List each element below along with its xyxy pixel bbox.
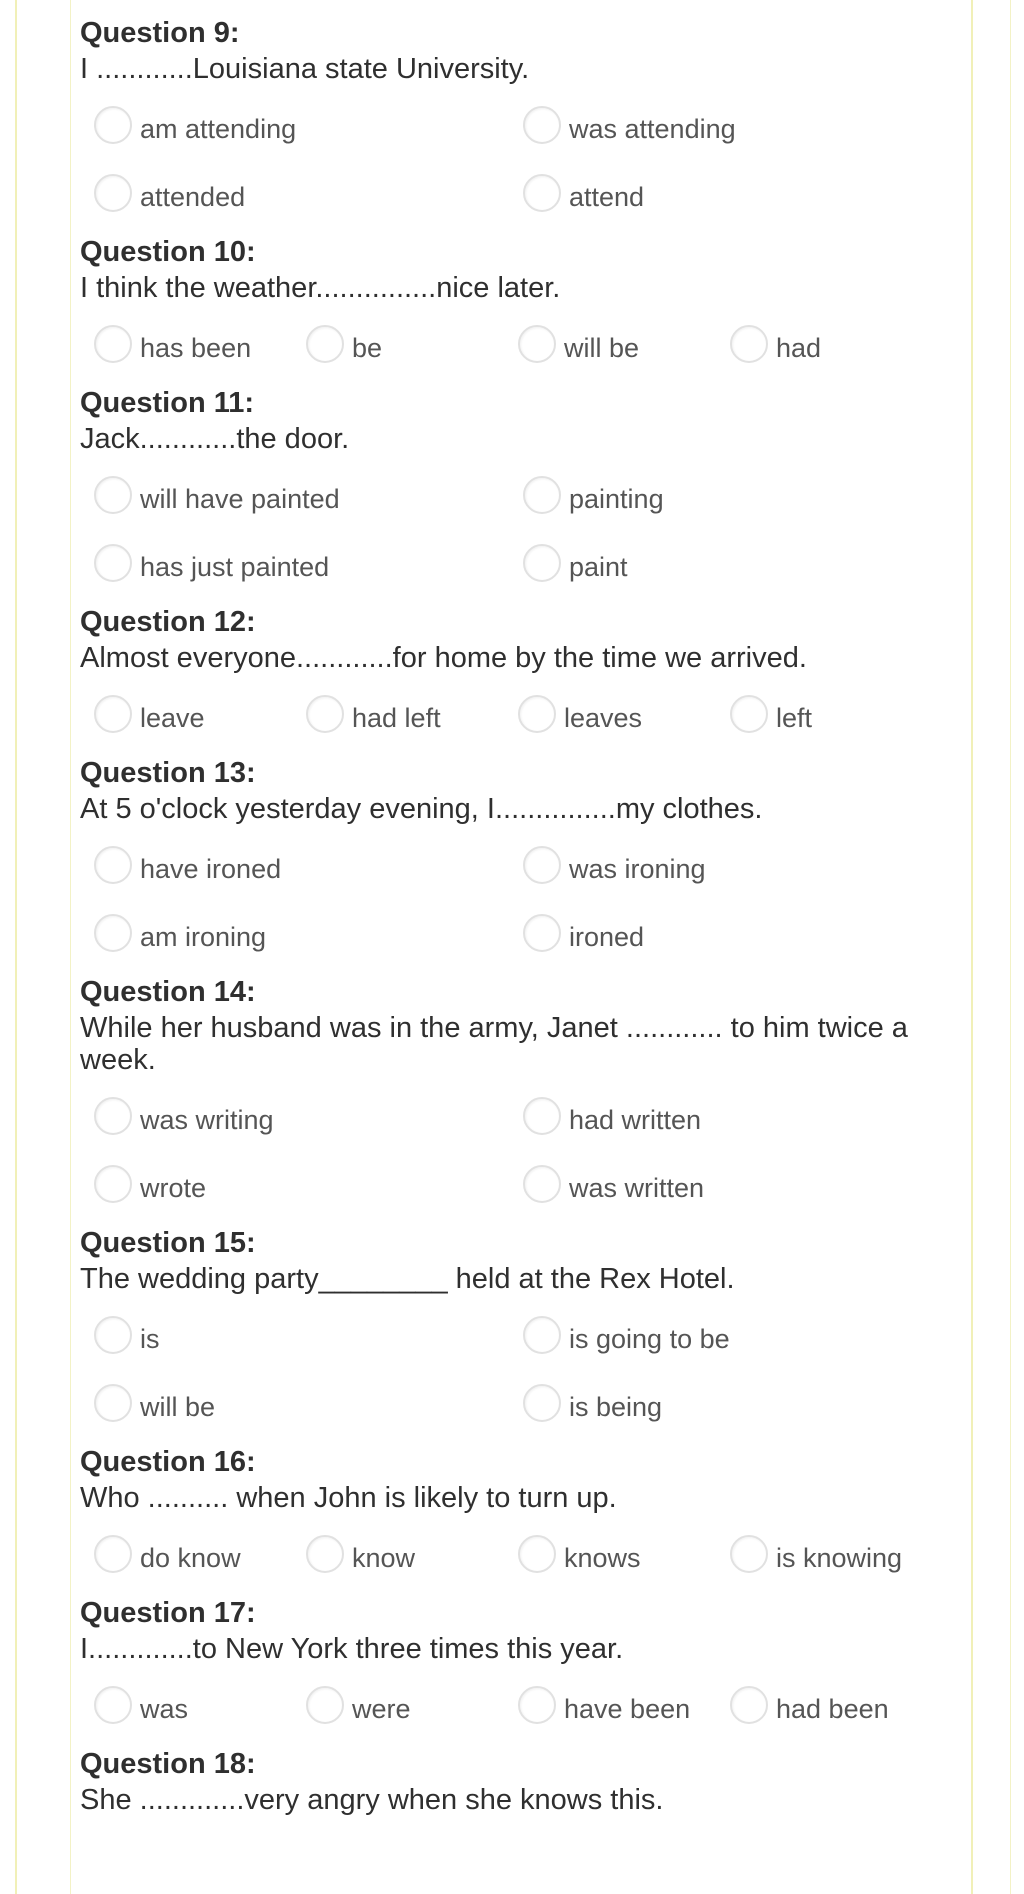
answer-option[interactable] bbox=[730, 696, 942, 740]
radio-button[interactable] bbox=[306, 695, 344, 733]
radio-button[interactable] bbox=[523, 106, 561, 144]
radio-button[interactable] bbox=[523, 914, 561, 952]
answer-option[interactable] bbox=[94, 1687, 306, 1731]
options-group bbox=[80, 304, 960, 370]
option-label: had been bbox=[776, 1694, 889, 1724]
question-title: Question 9: bbox=[80, 17, 240, 49]
radio-button[interactable] bbox=[730, 695, 768, 733]
option-label: be bbox=[352, 333, 383, 363]
question-title: Question 10: bbox=[80, 236, 256, 268]
radio-button[interactable] bbox=[523, 1165, 561, 1203]
question-title: Question 17: bbox=[80, 1597, 256, 1629]
option-label: paint bbox=[569, 552, 628, 582]
option-label: attended bbox=[140, 182, 246, 212]
answer-option[interactable] bbox=[523, 545, 952, 589]
question-title: Question 15: bbox=[80, 1227, 256, 1259]
option-label: do know bbox=[140, 1543, 241, 1573]
radio-button[interactable] bbox=[523, 544, 561, 582]
radio-button[interactable] bbox=[94, 1686, 132, 1724]
options-group bbox=[80, 1076, 960, 1210]
option-label: was attending bbox=[569, 114, 736, 144]
answer-option[interactable] bbox=[94, 696, 306, 740]
radio-button[interactable] bbox=[94, 695, 132, 733]
left-inner-rule bbox=[70, 0, 71, 1894]
radio-button[interactable] bbox=[730, 325, 768, 363]
option-label: has been bbox=[140, 333, 252, 363]
answer-option[interactable] bbox=[94, 477, 523, 521]
radio-button[interactable] bbox=[94, 544, 132, 582]
option-label: painting bbox=[569, 484, 664, 514]
option-label: knows bbox=[564, 1543, 641, 1573]
question-block bbox=[80, 1210, 960, 1429]
question-text: I ............Louisiana state University. bbox=[80, 53, 530, 85]
question-block bbox=[80, 0, 960, 219]
radio-button[interactable] bbox=[523, 1316, 561, 1354]
option-label: will be bbox=[140, 1392, 216, 1422]
answer-option[interactable] bbox=[94, 847, 523, 891]
radio-button[interactable] bbox=[94, 1535, 132, 1573]
radio-button[interactable] bbox=[94, 914, 132, 952]
question-block bbox=[80, 740, 960, 959]
radio-button[interactable] bbox=[94, 1384, 132, 1422]
question-text: I.............to New York three times this year. bbox=[80, 1633, 624, 1665]
option-label: am attending bbox=[140, 114, 297, 144]
answer-option[interactable] bbox=[523, 915, 952, 959]
question-title: Question 16: bbox=[80, 1446, 256, 1478]
radio-button[interactable] bbox=[94, 1316, 132, 1354]
radio-button[interactable] bbox=[306, 1535, 344, 1573]
radio-button[interactable] bbox=[523, 846, 561, 884]
answer-option[interactable] bbox=[306, 1536, 518, 1580]
option-label: had bbox=[776, 333, 822, 363]
option-label: was bbox=[140, 1694, 189, 1724]
question-title: Question 12: bbox=[80, 606, 256, 638]
answer-option[interactable] bbox=[306, 1687, 518, 1731]
answer-option[interactable] bbox=[518, 1687, 730, 1731]
answer-option[interactable] bbox=[94, 1536, 306, 1580]
answer-option[interactable] bbox=[518, 696, 730, 740]
question-block bbox=[80, 370, 960, 589]
answer-option[interactable] bbox=[306, 696, 518, 740]
option-label: was ironing bbox=[569, 854, 706, 884]
answer-option[interactable] bbox=[523, 1317, 952, 1361]
answer-option[interactable] bbox=[523, 1166, 952, 1210]
option-label: know bbox=[352, 1543, 416, 1573]
radio-button[interactable] bbox=[523, 1097, 561, 1135]
right-margin-rule bbox=[971, 0, 973, 1894]
option-label: had written bbox=[569, 1105, 702, 1135]
question-title: Question 11: bbox=[80, 387, 255, 419]
answer-option[interactable] bbox=[94, 1385, 523, 1429]
option-label: have ironed bbox=[140, 854, 282, 884]
answer-option[interactable] bbox=[523, 1385, 952, 1429]
question-text: The wedding party________ held at the Rex Hotel. bbox=[80, 1263, 735, 1295]
radio-button[interactable] bbox=[94, 325, 132, 363]
options-group bbox=[80, 455, 960, 589]
question-block bbox=[80, 1580, 960, 1731]
radio-button[interactable] bbox=[94, 1097, 132, 1135]
option-label: left bbox=[776, 703, 813, 733]
option-label: was written bbox=[569, 1173, 705, 1203]
option-label: is bbox=[140, 1324, 160, 1354]
answer-option[interactable] bbox=[523, 847, 952, 891]
quiz-list bbox=[80, 0, 960, 1816]
question-block bbox=[80, 1429, 960, 1580]
options-group bbox=[80, 1665, 960, 1731]
answer-option[interactable] bbox=[94, 326, 306, 370]
question-text: I think the weather...............nice later. bbox=[80, 272, 561, 304]
radio-button[interactable] bbox=[94, 106, 132, 144]
radio-button[interactable] bbox=[523, 1384, 561, 1422]
option-label: was writing bbox=[140, 1105, 274, 1135]
question-block bbox=[80, 589, 960, 740]
option-label: attend bbox=[569, 182, 645, 212]
answer-option[interactable] bbox=[730, 326, 942, 370]
question-block bbox=[80, 1731, 960, 1816]
question-title: Question 18: bbox=[80, 1748, 256, 1780]
answer-option[interactable] bbox=[94, 1098, 523, 1142]
options-group bbox=[80, 674, 960, 740]
option-label: leave bbox=[140, 703, 205, 733]
option-label: had left bbox=[352, 703, 441, 733]
option-label: is being bbox=[569, 1392, 663, 1422]
left-margin-rule bbox=[15, 0, 17, 1894]
radio-button[interactable] bbox=[730, 1535, 768, 1573]
answer-option[interactable] bbox=[94, 1166, 523, 1210]
radio-button[interactable] bbox=[523, 476, 561, 514]
question-text: She .............very angry when she knows this. bbox=[80, 1784, 664, 1816]
answer-option[interactable] bbox=[94, 1317, 523, 1361]
options-group bbox=[80, 85, 960, 219]
answer-option[interactable] bbox=[94, 175, 523, 219]
answer-option[interactable] bbox=[94, 915, 523, 959]
option-label: leaves bbox=[564, 703, 643, 733]
radio-button[interactable] bbox=[94, 1165, 132, 1203]
question-title: Question 14: bbox=[80, 976, 256, 1008]
question-text: At 5 o'clock yesterday evening, I...............my clothes. bbox=[80, 793, 763, 825]
option-label: is knowing bbox=[776, 1543, 903, 1573]
answer-option[interactable] bbox=[730, 1687, 942, 1731]
question-text: Almost everyone............for home by the time we arrived. bbox=[80, 642, 807, 674]
question-block bbox=[80, 219, 960, 370]
answer-option[interactable] bbox=[523, 477, 952, 521]
radio-button[interactable] bbox=[518, 1535, 556, 1573]
question-title: Question 13: bbox=[80, 757, 256, 789]
question-text: Jack............the door. bbox=[80, 423, 350, 455]
radio-button[interactable] bbox=[94, 476, 132, 514]
option-label: will have painted bbox=[140, 484, 340, 514]
answer-option[interactable] bbox=[523, 175, 952, 219]
option-label: am ironing bbox=[140, 922, 267, 952]
answer-option[interactable] bbox=[730, 1536, 942, 1580]
answer-option[interactable] bbox=[523, 107, 952, 151]
radio-button[interactable] bbox=[306, 1686, 344, 1724]
option-label: has just painted bbox=[140, 552, 330, 582]
option-label: will be bbox=[564, 333, 640, 363]
radio-button[interactable] bbox=[730, 1686, 768, 1724]
answer-option[interactable] bbox=[94, 107, 523, 151]
option-label: have been bbox=[564, 1694, 691, 1724]
radio-button[interactable] bbox=[518, 1686, 556, 1724]
option-label: ironed bbox=[569, 922, 645, 952]
question-text: Who .......... when John is likely to turn up. bbox=[80, 1482, 617, 1514]
radio-button[interactable] bbox=[518, 695, 556, 733]
answer-option[interactable] bbox=[94, 545, 523, 589]
answer-option[interactable] bbox=[306, 326, 518, 370]
answer-option[interactable] bbox=[518, 1536, 730, 1580]
option-label: wrote bbox=[140, 1173, 207, 1203]
radio-button[interactable] bbox=[518, 325, 556, 363]
question-block bbox=[80, 959, 960, 1210]
options-group bbox=[80, 1295, 960, 1429]
answer-option[interactable] bbox=[523, 1098, 952, 1142]
option-label: is going to be bbox=[569, 1324, 730, 1354]
right-inner-rule bbox=[1010, 0, 1011, 1894]
options-group bbox=[80, 825, 960, 959]
question-text: While her husband was in the army, Janet ............ to him twice a week. bbox=[80, 1012, 908, 1076]
radio-button[interactable] bbox=[94, 846, 132, 884]
radio-button[interactable] bbox=[523, 174, 561, 212]
radio-button[interactable] bbox=[306, 325, 344, 363]
option-label: were bbox=[352, 1694, 411, 1724]
radio-button[interactable] bbox=[94, 174, 132, 212]
answer-option[interactable] bbox=[518, 326, 730, 370]
options-group bbox=[80, 1514, 960, 1580]
